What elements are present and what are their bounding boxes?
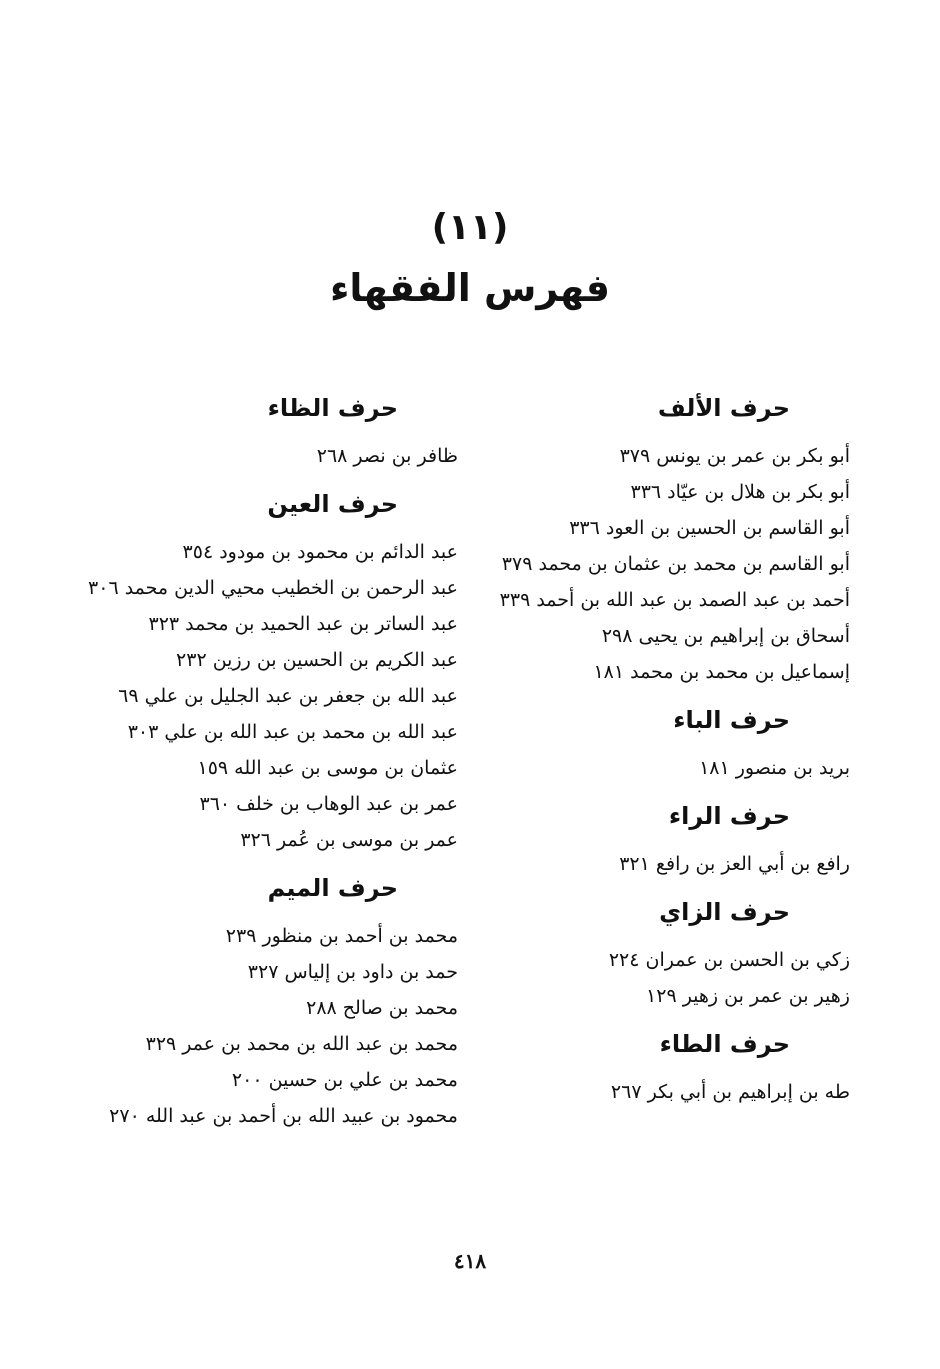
index-entry: ظافر بن نصر ٢٦٨	[316, 445, 458, 467]
letter-section	[86, 388, 458, 474]
page-number: ٤١٨	[453, 1249, 487, 1273]
index-entry: محمد بن عبد الله بن محمد بن عمر ٣٢٩	[145, 1033, 458, 1055]
index-entry: عبد الله بن محمد بن عبد الله بن علي ٣٠٣	[127, 721, 458, 743]
index-entry: إسماعيل بن محمد بن محمد ١٨١	[593, 661, 850, 683]
index-entry: أحمد بن عبد الصمد بن عبد الله بن أحمد ٣٣٩	[499, 589, 850, 611]
section-heading: حرف الظاء	[267, 394, 398, 422]
index-entry: عبد الدائم بن محمود بن مودود ٣٥٤	[182, 541, 458, 563]
index-entry: رافع بن أبي العز بن رافع ٣٢١	[619, 853, 850, 875]
index-entry: عبد الرحمن بن الخطيب محيي الدين محمد ٣٠٦	[88, 577, 458, 599]
index-entry: عبد الساتر بن عبد الحميد بن محمد ٣٢٣	[148, 613, 458, 635]
index-entry: زهير بن عمر بن زهير ١٢٩	[646, 985, 850, 1007]
index-entry: عبد الكريم بن الحسين بن رزين ٢٣٢	[176, 649, 458, 671]
section-heading: حرف العين	[267, 490, 398, 518]
letter-section	[86, 484, 458, 858]
index-entry: عمر بن موسى بن عُمر ٣٢٦	[240, 829, 458, 851]
index-entry: محمد بن أحمد بن منظور ٢٣٩	[225, 925, 458, 947]
section-heading: حرف الراء	[668, 802, 790, 830]
index-entry: بريد بن منصور ١٨١	[699, 757, 850, 779]
right-column	[480, 388, 850, 1110]
letter-section	[86, 868, 458, 1134]
section-heading: حرف الباء	[673, 706, 790, 734]
letter-section	[480, 1024, 850, 1110]
index-entry: محمود بن عبيد الله بن أحمد بن عبد الله ٢٧٠	[109, 1105, 458, 1127]
index-entry: زكي بن الحسن بن عمران ٢٢٤	[608, 949, 850, 971]
index-entry: أسحاق بن إبراهيم بن يحيى ٢٩٨	[601, 625, 850, 647]
section-heading: حرف الزاي	[659, 898, 790, 926]
index-entry: حمد بن داود بن إلياس ٣٢٧	[247, 961, 458, 983]
letter-section	[480, 796, 850, 882]
index-entry: عثمان بن موسى بن عبد الله ١٥٩	[197, 757, 458, 779]
index-entry: أبو القاسم بن محمد بن عثمان بن محمد ٣٧٩	[501, 553, 850, 575]
letter-section	[480, 388, 850, 690]
section-heading: حرف الألف	[657, 394, 790, 422]
index-number: (١١)	[431, 207, 509, 248]
index-entry: محمد بن علي بن حسين ٢٠٠	[231, 1069, 458, 1091]
index-entry: محمد بن صالح ٢٨٨	[306, 997, 458, 1019]
letter-section	[480, 700, 850, 786]
index-entry: أبو بكر بن هلال بن عيّاد ٣٣٦	[630, 481, 850, 503]
letter-section	[480, 892, 850, 1014]
index-entry: أبو القاسم بن الحسين بن العود ٣٣٦	[569, 517, 850, 539]
index-entry: عمر بن عبد الوهاب بن خلف ٣٦٠	[199, 793, 458, 815]
index-entry: عبد الله بن جعفر بن عبد الجليل بن علي ٦٩	[118, 685, 458, 707]
page-title: فهرس الفقهاء	[329, 266, 611, 310]
left-column	[86, 388, 458, 1134]
index-entry: طه بن إبراهيم بن أبي بكر ٢٦٧	[610, 1081, 850, 1103]
section-heading: حرف الميم	[267, 874, 398, 902]
section-heading: حرف الطاء	[659, 1030, 790, 1058]
index-entry: أبو بكر بن عمر بن يونس ٣٧٩	[619, 445, 850, 467]
